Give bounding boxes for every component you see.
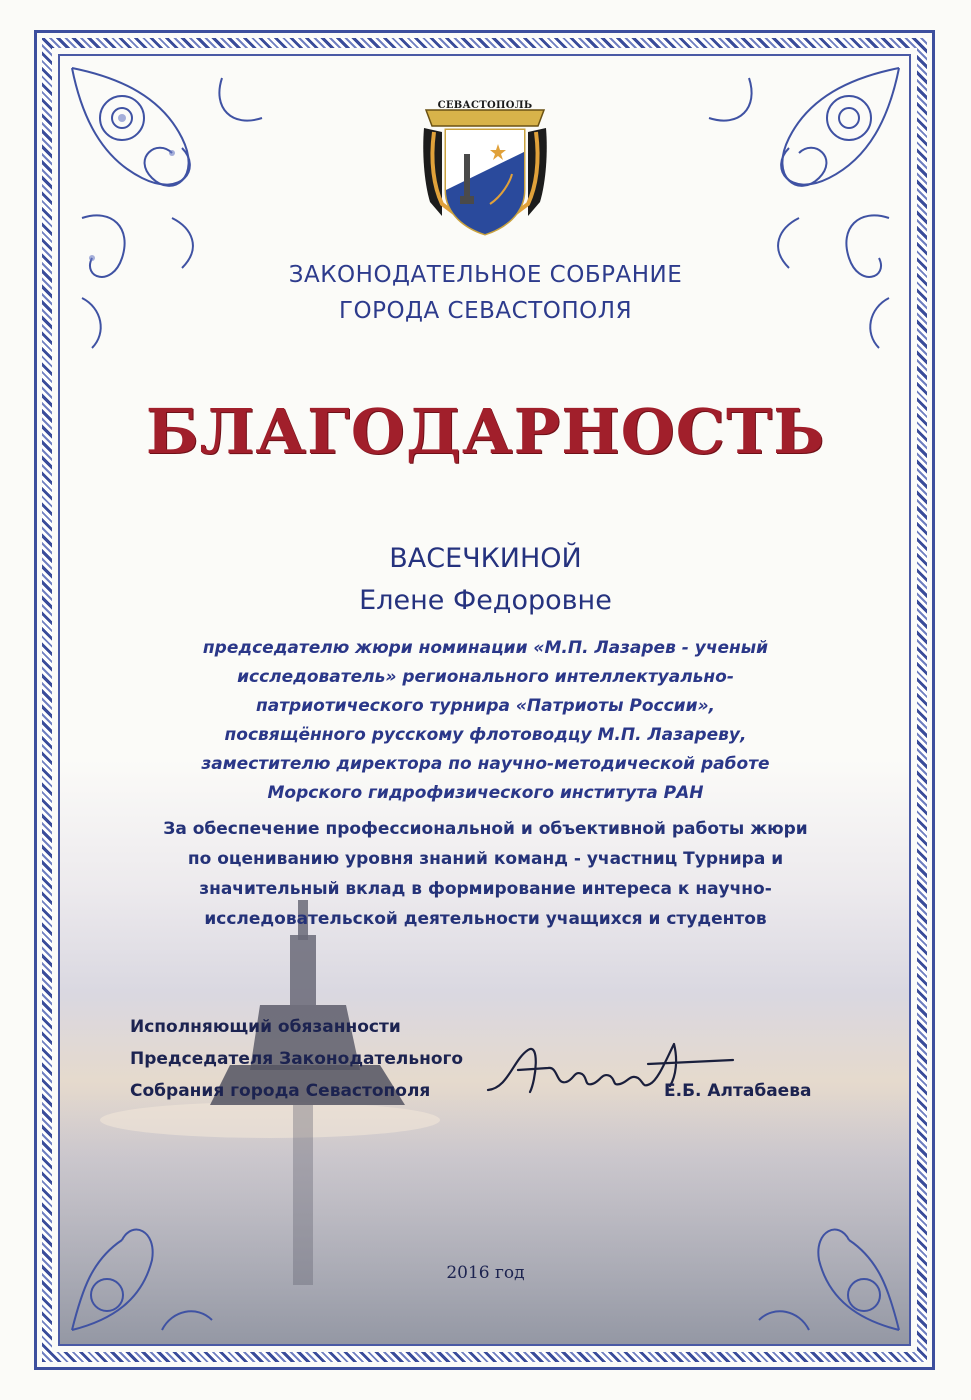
coat-of-arms bbox=[420, 92, 550, 240]
description-line: заместителю директора по научно-методической работе bbox=[201, 754, 770, 774]
reason-line: по оцениванию уровня знаний команд - участниц Турнира и bbox=[187, 849, 784, 869]
description-line: председателю жюри номинации «М.П. Лазарев - ученый bbox=[202, 638, 769, 658]
corner-ornament-bottom-right-icon bbox=[749, 1180, 909, 1342]
description-line: посвящённого русскому флотоводцу М.П. Лазареву, bbox=[224, 725, 747, 745]
signatory-position-line: Исполняющий обязанности bbox=[130, 1017, 401, 1037]
org-name-line-1: ЗАКОНОДАТЕЛЬНОЕ СОБРАНИЕ bbox=[288, 262, 683, 288]
signatory-position-line: Собрания города Севастополя bbox=[130, 1081, 431, 1101]
corner-ornament-bottom-left-icon bbox=[62, 1180, 222, 1342]
reason-line: значительный вклад в формирование интереса к научно- bbox=[199, 879, 772, 899]
reason-line: За обеспечение профессиональной и объективной работы жюри bbox=[163, 819, 808, 839]
org-name-line-2: ГОРОДА СЕВАСТОПОЛЯ bbox=[338, 298, 633, 324]
emblem-banner-text: СЕВАСТОПОЛЬ bbox=[437, 100, 533, 111]
description-line: патриотического турнира «Патриоты России», bbox=[255, 696, 716, 716]
certificate-year: 2016 год bbox=[446, 1263, 525, 1283]
signatory-position-line: Председателя Законодательного bbox=[130, 1049, 464, 1069]
sevastopol-coat-of-arms-icon bbox=[420, 92, 550, 240]
signatory-name: Е.Б. Алтабаева bbox=[664, 1081, 812, 1101]
description-line: Морского гидрофизического института РАН bbox=[267, 783, 704, 803]
certificate-title: БЛАГОДАРНОСТЬ bbox=[145, 395, 826, 468]
reason-line: исследовательской деятельности учащихся и студентов bbox=[204, 909, 767, 929]
recipient-surname: ВАСЕЧКИНОЙ bbox=[389, 543, 582, 574]
description-line: исследователь» регионального интеллектуально- bbox=[237, 667, 734, 687]
recipient-given-names: Елене Федоровне bbox=[359, 585, 612, 616]
